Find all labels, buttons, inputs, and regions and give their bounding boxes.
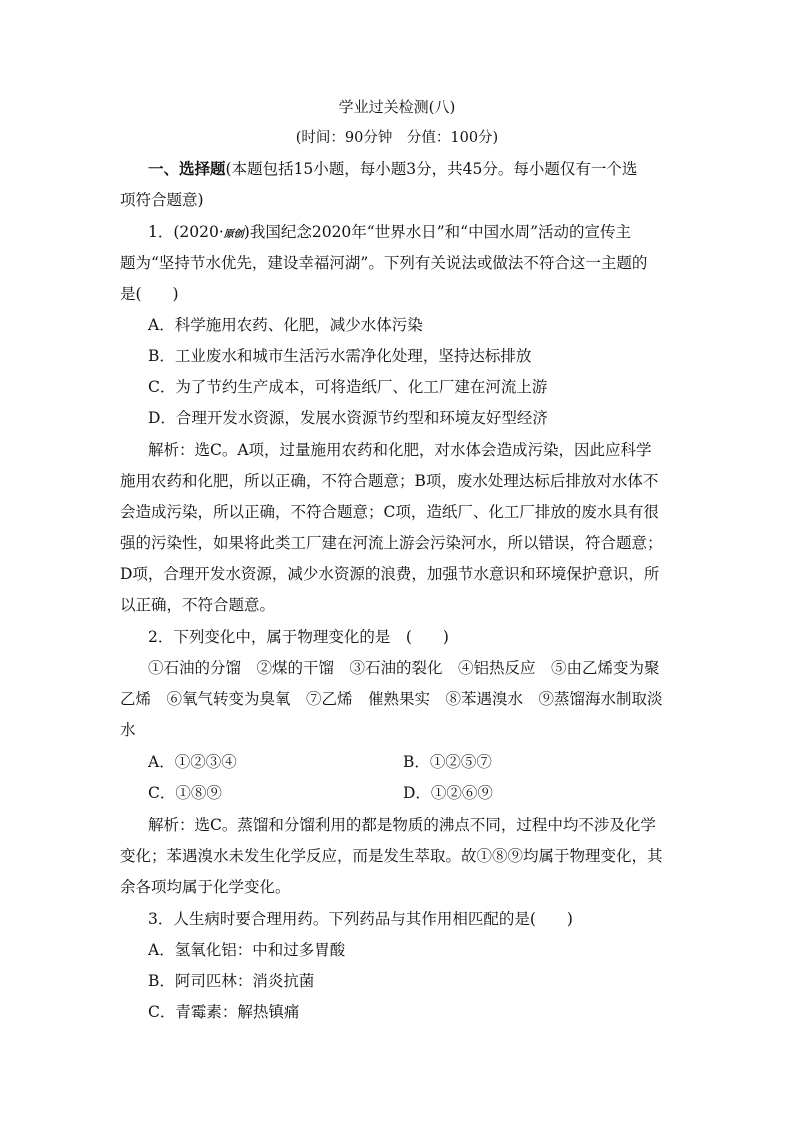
q1-source-mark: 原创 <box>223 229 244 240</box>
page-subtitle: (时间：90分钟 分值：100分) <box>295 130 499 146</box>
q1-option-b: B．工业废水和城市生活污水需净化处理，坚持达标排放 <box>148 347 532 365</box>
q1-analysis-line: 强的污染性，如果将此类工厂建在河流上游会污染河水，所以错误，符合题意； <box>120 534 663 552</box>
q2-option-c: C．①⑧⑨ <box>148 784 222 802</box>
q1-analysis-line: 解析：选C。A项，过量施用农药和化肥，对水体会造成污染，因此应科学 <box>148 441 652 459</box>
section-intro-cont: 项符合题意) <box>120 191 204 209</box>
q2-items-line1: ①石油的分馏 ②煤的干馏 ③石油的裂化 ④铝热反应 ⑤由乙烯变为聚 <box>148 659 660 677</box>
q1-stem-line3: 是( ) <box>120 285 179 303</box>
q1-stem-line2: 题为“坚持节水优先，建设幸福河湖”。下列有关说法或做法不符合这一主题的 <box>120 254 648 272</box>
q2-option-d: D．①②⑥⑨ <box>403 784 493 802</box>
q3-option-a: A．氢氧化铝：中和过多胃酸 <box>148 941 346 959</box>
q2-analysis-line: 解析：选C。蒸馏和分馏利用的都是物质的沸点不同，过程中均不涉及化学 <box>148 816 656 834</box>
q3-option-b: B．阿司匹林：消炎抗菌 <box>148 972 315 990</box>
q2-option-a: A．①②③④ <box>148 753 237 771</box>
q1-option-d: D．合理开发水资源，发展水资源节约型和环境友好型经济 <box>148 409 548 427</box>
q2-analysis-line: 变化；苯遇溴水未发生化学反应，而是发生萃取。故①⑧⑨均属于物理变化，其 <box>120 847 663 865</box>
section-intro: (本题包括15小题，每小题3分，共45分。每小题仅有一个选 <box>225 160 638 178</box>
q2-items-line3: 水 <box>120 721 136 739</box>
q1-option-c: C．为了节约生产成本，可将造纸厂、化工厂建在河流上游 <box>148 378 548 396</box>
section-heading: 一、选择题 <box>148 159 226 178</box>
section-heading-line <box>148 159 708 179</box>
q1-analysis-line: 以正确，不符合题意。 <box>120 596 276 614</box>
q1-stem-text: )我国纪念2020年“世界水日”和“中国水周”活动的宣传主 <box>243 223 631 241</box>
q2-items-line2: 乙烯 ⑥氧气转变为臭氧 ⑦乙烯 催熟果实 ⑧苯遇溴水 ⑨蒸馏海水制取淡 <box>120 690 663 708</box>
q3-option-c: C．青霉素：解热镇痛 <box>148 1003 300 1021</box>
page-title: 学业过关检测(八) <box>338 98 456 116</box>
q2-option-b: B．①②⑤⑦ <box>403 753 492 771</box>
q1-analysis-line: 施用农药和化肥，所以正确，不符合题意；B项，废水处理达标后排放对水体不 <box>120 472 659 490</box>
q3-stem: 3．人生病时要合理用药。下列药品与其作用相匹配的是( ) <box>148 910 573 928</box>
q1-number: 1．(2020· <box>148 223 224 241</box>
q1-option-a: A．科学施用农药、化肥，减少水体污染 <box>148 316 423 334</box>
q1-stem-line1 <box>148 222 708 245</box>
q1-analysis-line: 会造成污染，所以正确，不符合题意；C项，造纸厂、化工厂排放的废水具有很 <box>120 503 659 521</box>
q2-stem: 2．下列变化中，属于物理变化的是 ( ) <box>148 628 449 646</box>
q2-analysis-line: 余各项均属于化学变化。 <box>120 878 291 896</box>
q1-analysis-line: D项，合理开发水资源，减少水资源的浪费，加强节水意识和环境保护意识，所 <box>120 565 660 583</box>
